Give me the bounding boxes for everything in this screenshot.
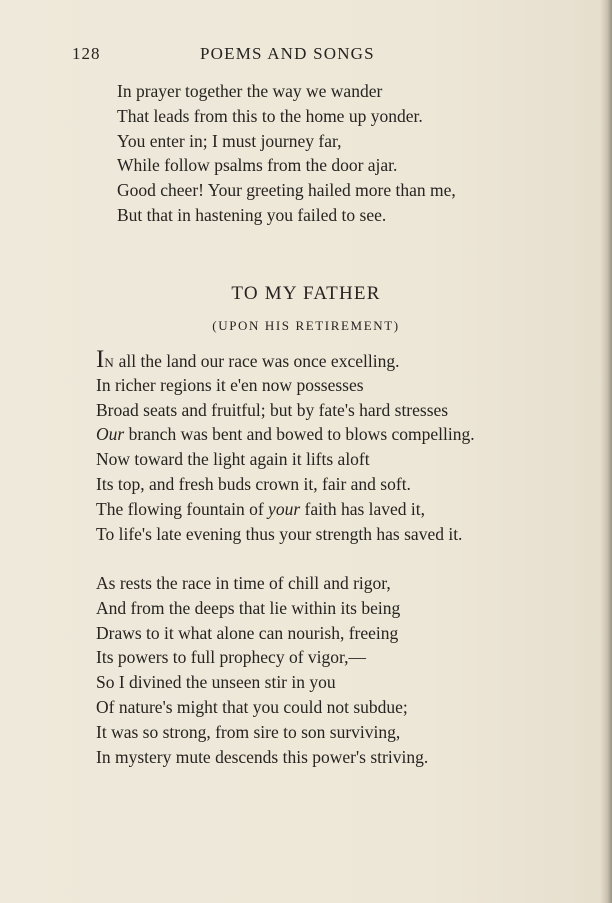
verse-line: You enter in; I must journey far, [117, 130, 342, 151]
verse-line: To life's late evening thus your strength has saved it. [96, 523, 463, 544]
verse-line: As rests the race in time of chill and rigor, [96, 573, 391, 593]
verse-line [96, 422, 612, 447]
page-number: 128 [72, 44, 101, 63]
verse-line-text: all the land our race was once excelling. [114, 351, 400, 371]
opening-stanza [117, 79, 612, 228]
verse-line: Of nature's might that you could not subdue; [96, 696, 408, 717]
verse-line: Good cheer! Your greeting hailed more than me, [117, 180, 456, 201]
verse-line: Its powers to full prophecy of vigor,— [96, 647, 367, 668]
drop-cap: I [96, 346, 105, 373]
verse-line: Its top, and fresh buds crown it, fair and soft. [96, 473, 411, 494]
page-header [72, 44, 532, 68]
running-head: POEMS AND SONGS [200, 44, 375, 63]
poem-stanza-2 [96, 571, 612, 769]
verse-line: So I divined the unseen stir in you [96, 672, 336, 693]
verse-line-text: The flowing fountain of [96, 498, 269, 519]
verse-line: And from the deeps that lie within its being [96, 597, 401, 618]
poem-subtitle: (UPON HIS RETIREMENT) [212, 318, 400, 333]
verse-line: Broad seats and fruitful; but by fate's hard stresses [96, 399, 449, 420]
poem-title: TO MY FATHER [231, 283, 381, 304]
verse-line-text: faith has laved it, [300, 498, 426, 519]
verse-line [96, 497, 612, 522]
verse-line: In mystery mute descends this power's striving. [96, 746, 429, 767]
verse-line: In prayer together the way we wander [117, 81, 383, 101]
verse-line: Now toward the light again it lifts aloft [96, 449, 370, 470]
poem-stanza-1 [96, 348, 612, 546]
small-cap: N [104, 355, 115, 370]
emphasis-our: Our [96, 424, 125, 445]
verse-line: It was so strong, from sire to son surviving, [96, 721, 401, 742]
emphasis-your: your [268, 498, 301, 519]
verse-line: While follow psalms from the door ajar. [117, 155, 398, 176]
verse-line: That leads from this to the home up yonder. [117, 105, 423, 126]
verse-line: In richer regions it e'en now possesses [96, 374, 364, 395]
verse-line-text: branch was bent and bowed to blows compelling. [124, 424, 475, 445]
verse-line: But that in hastening you failed to see. [117, 204, 387, 225]
verse-line: Draws to it what alone can nourish, freeing [96, 622, 399, 643]
verse-line-first [96, 348, 612, 373]
